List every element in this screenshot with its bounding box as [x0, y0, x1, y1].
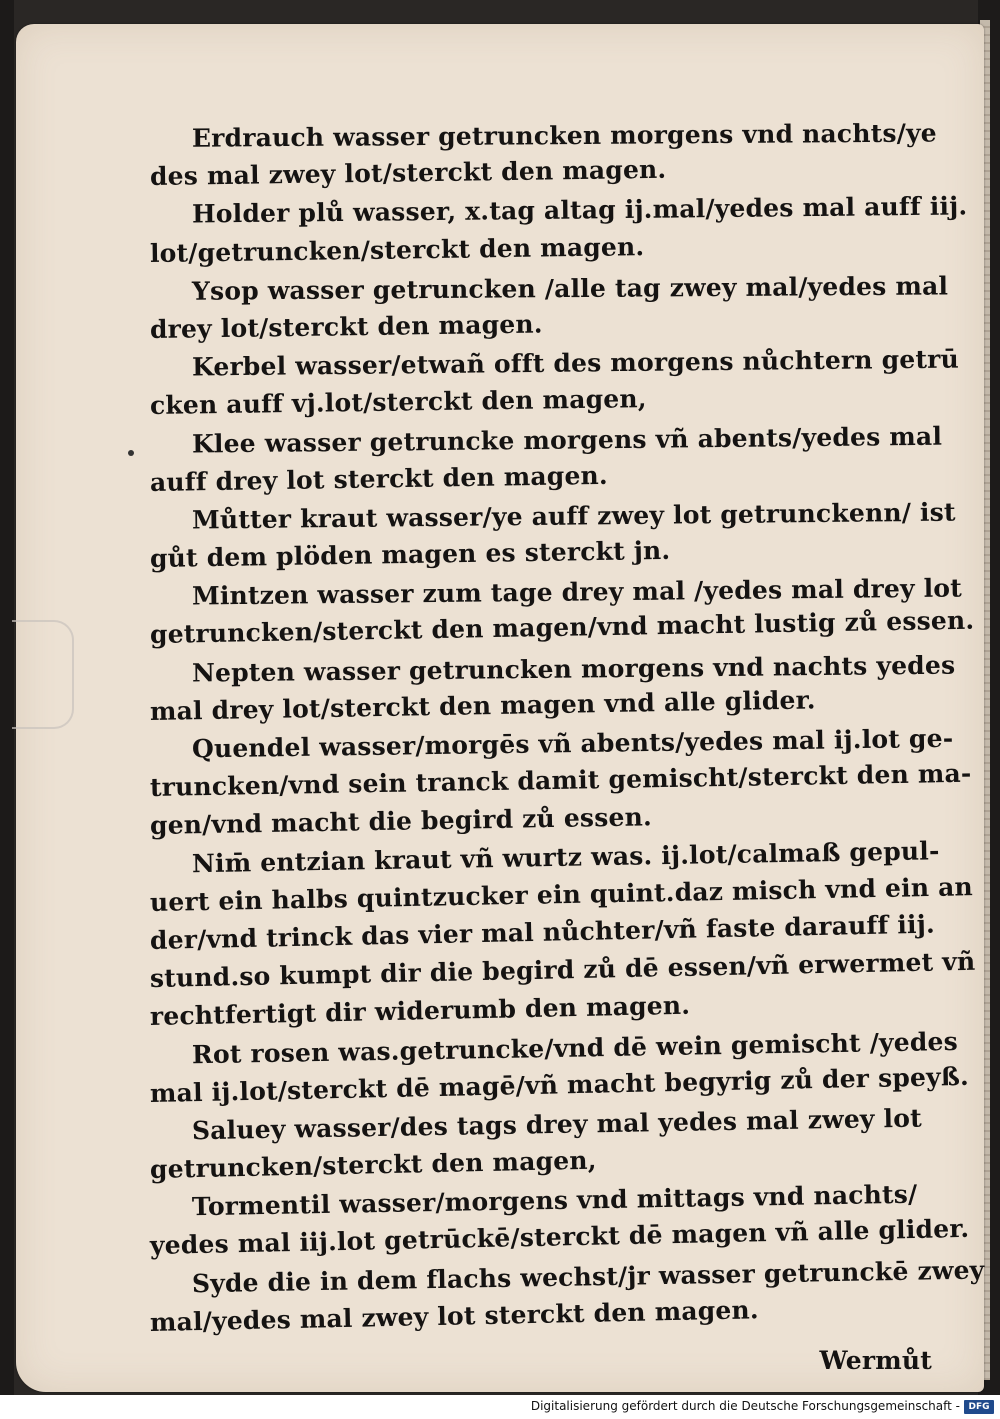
text-line: lot/getruncken/sterckt den magen.	[149, 231, 645, 268]
text-line: yedes mal iij.lot getrūckē/sterckt dē magen vñ alle glider.	[149, 1214, 970, 1261]
text-line: mal drey lot/sterckt den magen vnd alle glider.	[149, 685, 816, 726]
text-line: rechtfertigt dir widerumb den magen.	[149, 991, 691, 1032]
text-line: der/vnd trinck das vier mal nůchter/vñ faste darauff iij.	[149, 909, 936, 955]
text-line: Holder plů wasser, x.tag altag ij.mal/yedes mal auff iij.	[191, 191, 968, 229]
text-line: Ysop wasser getruncken /alle tag zwey mal/yedes mal	[191, 271, 949, 306]
text-line: drey lot/sterckt den magen.	[149, 309, 543, 344]
text-line: Syde die in dem flachs wechst/jr wasser getrunckē zwey	[191, 1255, 985, 1298]
text-line: getruncken/sterckt den magen/vnd macht lustig zů essen.	[149, 606, 975, 650]
text-line: gůt dem plöden magen es sterckt jn.	[149, 535, 671, 574]
text-line: getruncken/sterckt den magen,	[149, 1145, 597, 1185]
text-line: Erdrauch wasser getruncken morgens vnd nachts/ye	[191, 118, 937, 153]
text-line: auff drey lot sterckt den magen.	[149, 460, 609, 497]
ink-spot	[128, 450, 134, 456]
digitization-footer	[0, 1395, 1000, 1419]
text-line: Klee wasser getruncke morgens vñ abents/yedes mal	[191, 421, 943, 459]
text-line: Quendel wasser/morgēs vñ abents/yedes mal ij.lot ge-	[191, 723, 954, 764]
text-line: stund.so kumpt dir die begird zů dē essen/vñ erwermet vñ	[149, 946, 976, 994]
text-lines	[149, 118, 985, 1342]
catchword: Wermůt	[819, 1346, 932, 1375]
text-line: mal/yedes mal zwey lot sterckt den magen.	[149, 1295, 760, 1337]
text-line: Tormentil wasser/morgens vnd mittags vnd nachts/	[191, 1179, 918, 1222]
text-line: truncken/vnd sein tranck damit gemischt/sterckt den ma-	[149, 758, 972, 803]
text-line: Rot rosen was.getruncke/vnd dē wein gemischt /yedes	[191, 1026, 959, 1069]
text-line: Nepten wasser getruncken morgens vnd nachts yedes	[191, 650, 956, 688]
page-tab-outline	[12, 620, 74, 729]
text-line: uert ein halbs quintzucker ein quint.daz misch vnd ein an	[149, 871, 974, 917]
footer-credit: Digitalisierung gefördert durch die Deutsche Forschungsgemeinschaft -	[530, 1399, 960, 1413]
text-line: mal ij.lot/sterckt dē magē/vñ macht begyrig zů der speyß.	[149, 1061, 970, 1108]
text-line: cken auff vj.lot/sterckt den magen,	[149, 384, 647, 421]
dfg-logo: DFG	[964, 1400, 994, 1414]
text-line: des mal zwey lot/sterckt den magen.	[149, 154, 667, 192]
text-line: Můtter kraut wasser/ye auff zwey lot getrunckenn/ ist	[191, 497, 956, 535]
text-line: gen/vnd macht die begird zů essen.	[149, 802, 653, 841]
text-line: Nim̄ entzian kraut vñ wurtz was. ij.lot/calmaß gepul-	[191, 835, 940, 878]
text-line: Kerbel wasser/etwañ offt des morgens nůchtern getrū	[191, 344, 960, 382]
text-line: Mintzen wasser zum tage drey mal /yedes mal drey lot	[191, 573, 963, 611]
page-text	[149, 118, 985, 1380]
text-line: Saluey wasser/des tags drey mal yedes mal zwey lot	[191, 1103, 923, 1146]
